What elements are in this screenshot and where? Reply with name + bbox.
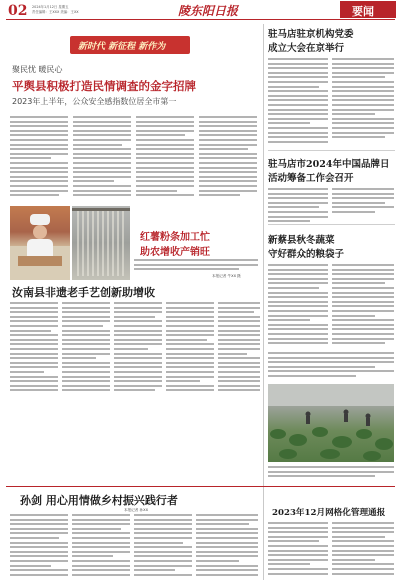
lead-body-col2 <box>73 116 131 200</box>
banner-text: 新时代 新征程 新作为 <box>78 42 166 52</box>
column-divider <box>263 24 264 504</box>
right2-body-col2 <box>332 188 394 228</box>
section-label: 要闻 <box>352 5 374 18</box>
bottom-left-body-col4 <box>196 514 258 580</box>
bottom-left-headline: 孙剑 用心用情做乡村振兴践行者 <box>20 494 178 507</box>
bottom-left-body-col2 <box>72 514 130 580</box>
mid-body-col2 <box>62 302 110 394</box>
photo-worker-figure <box>10 206 70 280</box>
mid-body-col5 <box>218 302 260 394</box>
lead-body-col4 <box>199 116 257 200</box>
right-photo-caption <box>268 466 394 480</box>
right1-headline-1: 驻马店驻京机构党委 <box>268 29 354 40</box>
bottom-rule <box>6 486 395 487</box>
photo-worker <box>10 206 70 280</box>
right1-headline-2: 成立大会在京举行 <box>268 43 345 54</box>
bottom-right-body-col1 <box>268 522 328 580</box>
lead-body-col3 <box>136 116 194 200</box>
mid-headline: 汝南县非遗老手艺创新助增收 <box>12 286 155 299</box>
right3-body-col3 <box>268 352 394 378</box>
right-separator-1 <box>268 150 395 151</box>
banner <box>70 36 190 54</box>
lead-kicker: 聚民忧 暖民心 <box>12 65 63 74</box>
photo-noodles-scene <box>72 206 130 280</box>
bottom-right-body-col2 <box>332 522 394 580</box>
right3-headline-2: 守好群众的粮袋子 <box>268 249 345 260</box>
photo-byline: 本报记者 牛XX 摄 <box>212 274 241 278</box>
right2-headline-2: 活动筹备工作会召开 <box>268 173 354 184</box>
photo-noodles <box>72 206 130 280</box>
bottom-left-body-col1 <box>10 514 68 580</box>
photo-feature-headline-2: 助农增收产销旺 <box>140 247 210 258</box>
right1-body-col1 <box>268 58 328 146</box>
right3-headline-1: 新蔡县秋冬蔬菜 <box>268 235 335 246</box>
mid-body-col3 <box>114 302 162 394</box>
photo-vegetable-field <box>268 384 394 462</box>
date-line-2: 责任编辑：王XXX 美编：王XX <box>32 10 79 14</box>
photo-vegetable-field-scene <box>268 384 394 462</box>
page-number: 02 <box>8 3 28 19</box>
date-line-1: 2024年1月12日 星期五 <box>32 5 69 9</box>
right2-body-col1 <box>268 188 328 228</box>
bottom-left-byline: 本报记者 孙XX <box>124 508 149 512</box>
right3-body-col1 <box>268 264 328 348</box>
photo-feature-headline-1: 红薯粉条加工忙 <box>140 232 210 243</box>
mid-body-col1 <box>10 302 58 394</box>
paper-title: 陵东阳日报 <box>178 4 239 18</box>
bottom-right-headline: 2023年12月网格化管理通报 <box>272 508 386 518</box>
lead-headline: 平舆县积极打造民情调查的金字招牌 <box>12 79 196 93</box>
page-header <box>0 0 401 22</box>
right2-headline-1: 驻马店市2024年中国品牌日 <box>268 159 390 170</box>
photo-caption <box>134 259 258 273</box>
right-separator-2 <box>268 224 395 225</box>
bottom-column-divider <box>263 490 264 580</box>
right3-body-col2 <box>332 264 394 348</box>
lead-body-col1 <box>10 116 68 200</box>
header-rule <box>6 19 395 20</box>
right1-body-col2 <box>332 58 394 146</box>
mid-body-col4 <box>166 302 214 394</box>
lead-subhead: 2023年上半年，公众安全感指数位居全市第一 <box>12 97 177 106</box>
bottom-left-body-col3 <box>134 514 192 580</box>
